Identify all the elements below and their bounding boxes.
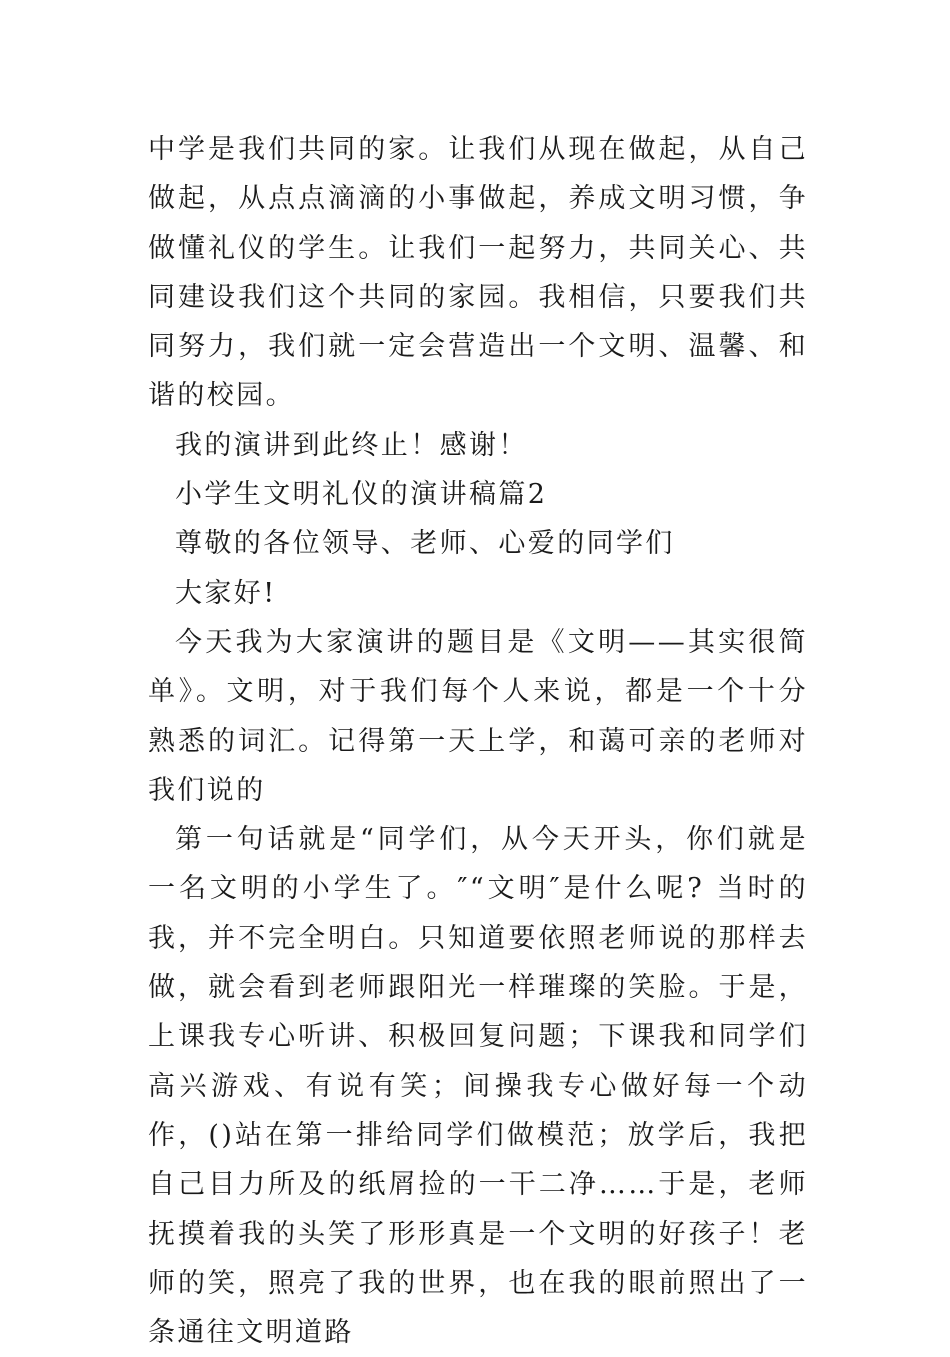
paragraph-closing-intro: 中学是我们共同的家。让我们从现在做起，从自己做起，从点点滴滴的小事做起，养成文明习惯，争做懂礼仪的学生。让我们一起努力，共同关心、共同建设我们这个共同的家园。我相信，只要我们共同努力，我们就一定会营造出一个文明、温馨、和谐的校园。 (148, 134, 808, 412)
paragraph-salutation: 尊敬的各位领导、老师、心爱的同学们 (175, 528, 675, 560)
document-body (148, 125, 808, 1357)
paragraph-section-title: 小学生文明礼仪的演讲稿篇2 (175, 479, 548, 511)
paragraph-topic: 今天我为大家演讲的题目是《文明——其实很简单》。文明，对于我们每个人来说，都是一个十分熟悉的词汇。记得第一天上学，和蔼可亲的老师对我们说的 (148, 626, 808, 806)
paragraph-thanks: 我的演讲到此终止！感谢！ (175, 429, 528, 461)
paragraph-story: 第一句话就是“同学们，从今天开头，你们就是一名文明的小学生了。″“文明″是什么呢? 当时的我，并不完全明白。只知道要依照老师说的那样去做，就会看到老师跟阳光一样璀璨的笑脸。于是，上课我专心听讲、积极回复问题；下课我和同学们高兴游戏、有说有笑；间操我专心做好每一个动作，()站在第一排给同学们做模范；放学后，我把自己目力所及的纸屑捡的一干二净……于是，老师抚摸着我的头笑了形形真是一个文明的好孩子！老师的笑，照亮了我的世界，也在我的眼前照出了一条通往文明道路 (148, 824, 808, 1349)
paragraph-greeting: 大家好! (175, 577, 277, 609)
